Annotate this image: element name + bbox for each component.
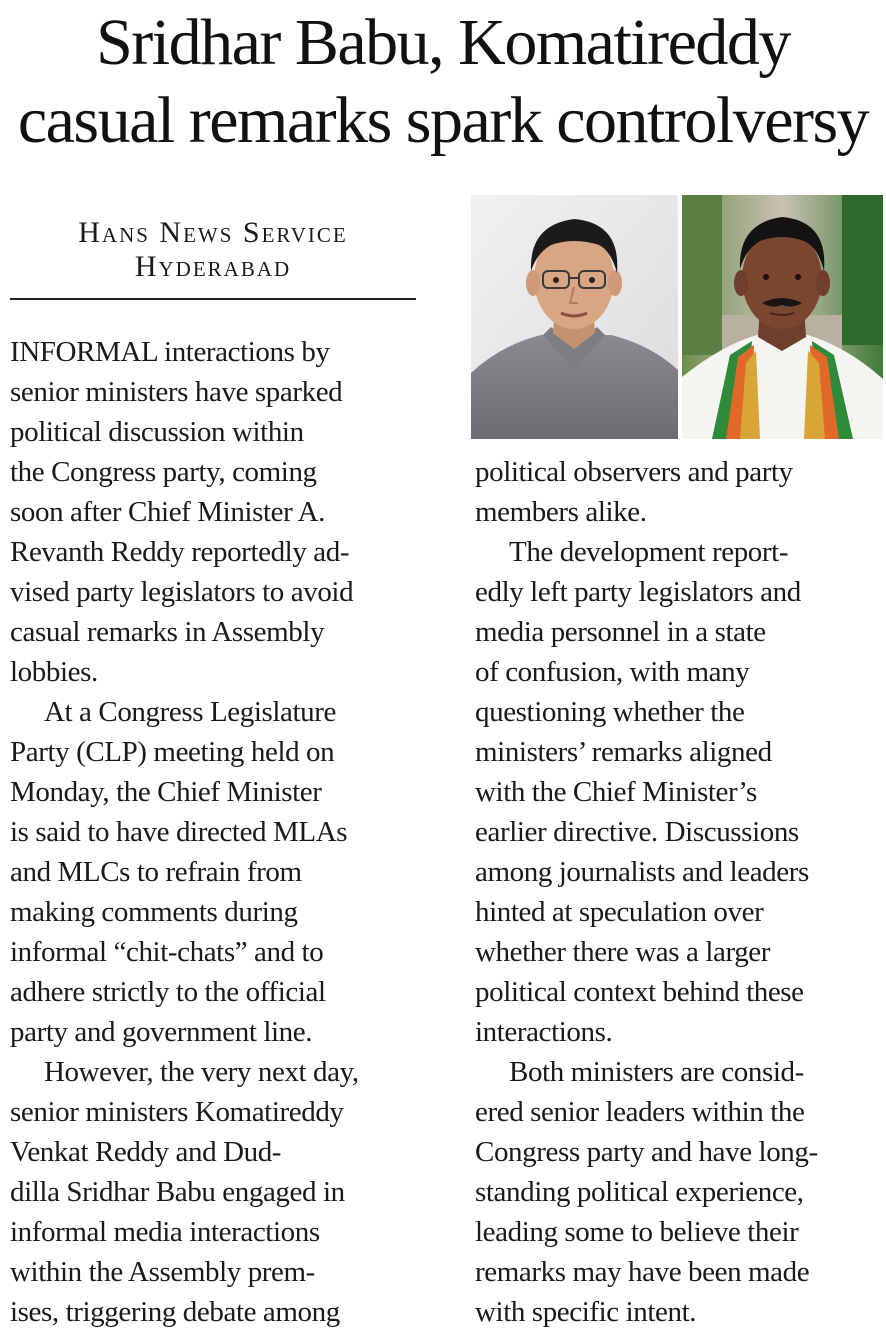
text-line: Revanth Reddy reportedly ad-: [10, 536, 350, 568]
text-line: interactions.: [475, 1016, 613, 1048]
text-line: soon after Chief Minister A.: [10, 496, 325, 528]
byline: [10, 216, 416, 284]
text-line: questioning whether the: [475, 696, 745, 728]
headline: [0, 4, 886, 160]
paragraph-intro: [10, 332, 418, 692]
article-column-left: [10, 332, 418, 1332]
text-line: lobbies.: [10, 656, 98, 688]
byline-divider: [10, 298, 416, 300]
text-line: party and government line.: [10, 1016, 313, 1048]
text-line: However, the very next day,: [44, 1056, 359, 1088]
text-line: Venkat Reddy and Dud-: [10, 1136, 282, 1168]
text-line: remarks may have been made: [475, 1256, 810, 1288]
headline-line-2: casual remarks spark controlversy: [17, 84, 869, 157]
article-column-right: [475, 452, 877, 1332]
text-line: media personnel in a state: [475, 616, 766, 648]
komatireddy-photo: [682, 195, 883, 439]
text-line: edly left party legislators and: [475, 576, 801, 608]
paragraph-confusion: [475, 532, 877, 1052]
text-line: is said to have directed MLAs: [10, 816, 348, 848]
text-line: ises, triggering debate among: [10, 1296, 340, 1328]
photo-strip: [471, 195, 883, 439]
text-line: senior ministers Komatireddy: [10, 1096, 344, 1128]
text-line: among journalists and leaders: [475, 856, 809, 888]
text-line: Congress party and have long-: [475, 1136, 818, 1168]
text-line: with specific intent.: [475, 1296, 697, 1328]
text-line: Monday, the Chief Minister: [10, 776, 322, 808]
text-line: senior ministers have sparked: [10, 376, 343, 408]
headline-line-1: Sridhar Babu, Komatireddy: [96, 6, 790, 79]
text-line: of confusion, with many: [475, 656, 750, 688]
text-line: At a Congress Legislature: [44, 696, 337, 728]
text-line: political observers and party: [475, 456, 793, 488]
text-line: whether there was a larger: [475, 936, 771, 968]
text-line: adhere strictly to the official: [10, 976, 326, 1008]
text-line: making comments during: [10, 896, 298, 928]
text-line: dilla Sridhar Babu engaged in: [10, 1176, 345, 1208]
text-line: members alike.: [475, 496, 647, 528]
text-line: informal media interactions: [10, 1216, 320, 1248]
paragraph-next-day-continued: [475, 452, 877, 532]
text-line: political context behind these: [475, 976, 804, 1008]
byline-service: Hans News Service: [78, 216, 348, 249]
text-line: ministers’ remarks aligned: [475, 736, 772, 768]
text-line: INFORMAL interactions by: [10, 336, 330, 368]
text-line: ered senior leaders within the: [475, 1096, 805, 1128]
text-line: leading some to believe their: [475, 1216, 799, 1248]
text-line: The development report-: [509, 536, 789, 568]
text-line: standing political experience,: [475, 1176, 804, 1208]
text-line: political discussion within: [10, 416, 304, 448]
sridhar-babu-photo: [471, 195, 678, 439]
byline-location: Hyderabad: [134, 250, 292, 283]
paragraph-clp-meeting: [10, 692, 418, 1052]
text-line: Both ministers are consid-: [509, 1056, 804, 1088]
paragraph-senior-leaders: [475, 1052, 877, 1332]
paragraph-next-day: [10, 1052, 418, 1332]
text-line: within the Assembly prem-: [10, 1256, 315, 1288]
text-line: and MLCs to refrain from: [10, 856, 302, 888]
text-line: the Congress party, coming: [10, 456, 317, 488]
text-line: vised party legislators to avoid: [10, 576, 354, 608]
text-line: Party (CLP) meeting held on: [10, 736, 335, 768]
text-line: hinted at speculation over: [475, 896, 764, 928]
text-line: with the Chief Minister’s: [475, 776, 757, 808]
text-line: informal “chit-chats” and to: [10, 936, 324, 968]
text-line: earlier directive. Discussions: [475, 816, 799, 848]
text-line: casual remarks in Assembly: [10, 616, 325, 648]
